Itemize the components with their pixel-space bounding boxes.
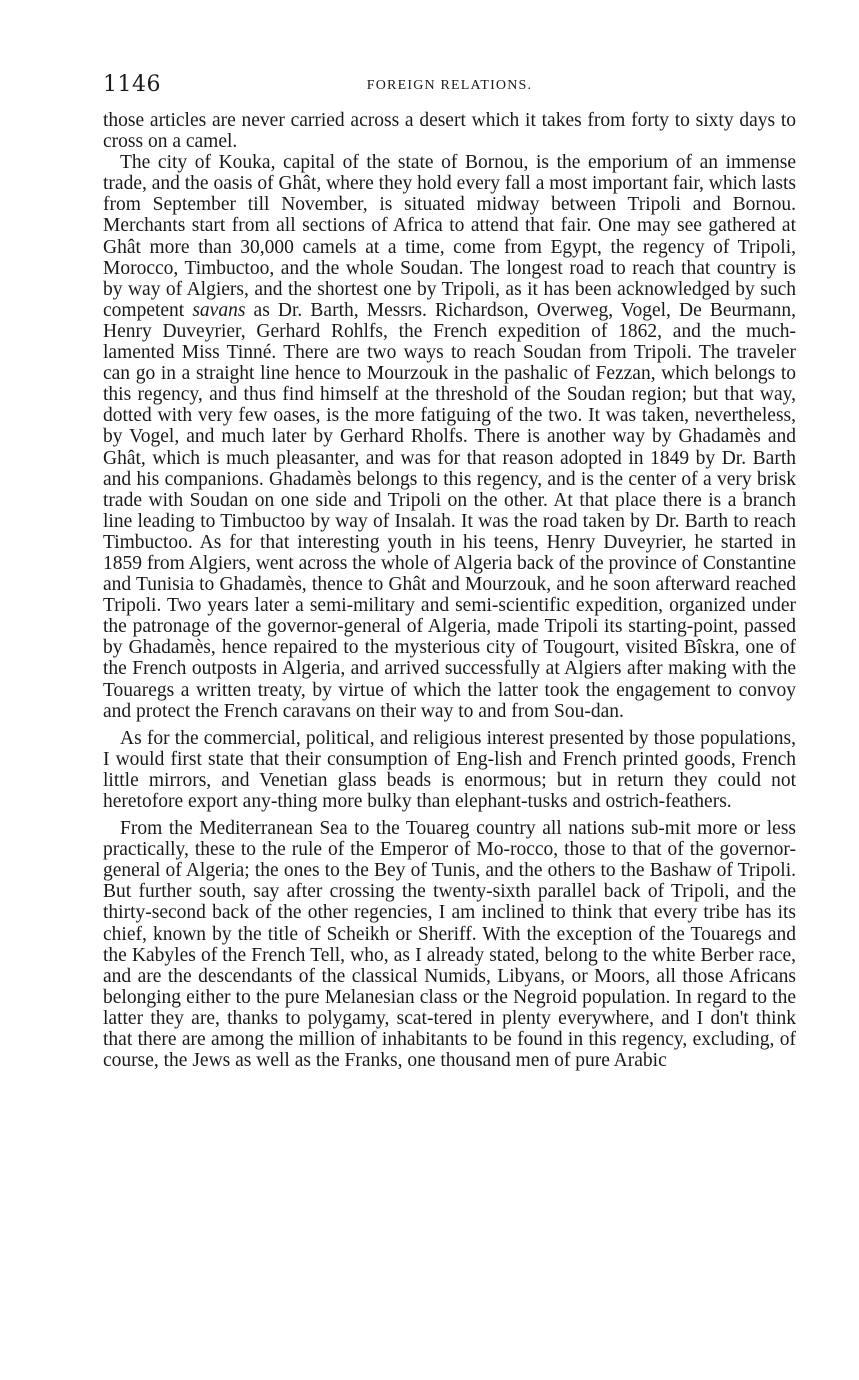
paragraph-continuation: those articles are never carried across a desert which it takes from forty to sixty days to cross on a camel. xyxy=(103,110,796,153)
paragraph-kouka xyxy=(103,152,796,722)
paragraph-commercial-interest: As for the commercial, political, and religious interest presented by those populations, I would first state that their consumption of Eng-lish and French printed goods, French little mirrors, and Venetian glass beads is enormous; but in return they could not heretofore export any-thing more bulky than elephant-tusks and ostrich-feathers. xyxy=(103,727,796,812)
running-head: FOREIGN RELATIONS. xyxy=(366,78,533,93)
paragraph-mediterranean: From the Mediterranean Sea to the Touareg country all nations sub-mit more or less practically, these to the rule of the Emperor of Mo-rocco, those to that of the governor-general of Algeria; the ones to the Bey of Tunis, and the others to the Bashaw of Tripoli. But further south, say after crossing the twenty-sixth parallel back of Tripoli, and the thirty-second back of the other regencies, I am inclined to think that every tribe has its chief, known by the title of Scheikh or Sheriff. With the exception of the Touaregs and the Kabyles of the French Tell, who, as I already stated, belong to the white Berber race, and are the descendants of the classical Numids, Libyans, or Moors, all those Africans belonging either to the pure Melanesian class or the Negroid population. In regard to the latter they are, thanks to polygamy, scat-tered in plenty everywhere, and I don't think that there are among the million of inhabitants to be found in this regency, excluding, of course, the Jews as well as the Franks, one thousand men of pure Arabic xyxy=(103,818,796,1072)
document-page xyxy=(103,72,796,1071)
paragraph-kouka-part-1: The city of Kouka, capital of the state of Bornou, is the emporium of an immense trade, and the oasis of Ghât, where they hold every fall a most important fair, which lasts from September till November, is situated midway between Tripoli and Bornou. Merchants start from all sections of Africa to attend that fair. One may see gathered at Ghât more than 30,000 camels at a time, come from Egypt, the regency of Tripoli, Morocco, Timbuctoo, and the whole Soudan. The longest road to reach that country is by way of Algiers, and the shortest one by Tripoli, as it has been acknowledged by such competent xyxy=(103,152,796,321)
page-number: 1146 xyxy=(103,72,161,97)
paragraph-kouka-italic: savans xyxy=(192,299,246,321)
paragraph-kouka-part-2: as Dr. Barth, Messrs. Richardson, Overweg, Vogel, De Beurmann, Henry Duveyrier, Gerhard Rohlfs, the French expedition of 1862, and the much-lamented Miss Tinné. There are two ways to reach Soudan from Tripoli. The traveler can go in a straight line hence to Mourzouk in the pashalic of Fezzan, which belongs to this regency, and thus find himself at the threshold of the Soudan region; but that way, dotted with very few oases, is the more fatiguing of the two. It was taken, nevertheless, by Vogel, and much later by Gerhard Rholfs. There is another way by Ghadamès and Ghât, which is much pleasanter, and was for that reason adopted in 1849 by Dr. Barth and his companions. Ghadamès belongs to this regency, and is the center of a very brisk trade with Soudan on one side and Tripoli on the other. At that place there is a branch line leading to Timbuctoo by way of Insalah. It was the road taken by Dr. Barth to reach Timbuctoo. As for that interesting youth in his teens, Henry Duveyrier, he started in 1859 from Algiers, went across the whole of Algeria back of the province of Constantine and Tunisia to Ghadamès, thence to Ghât and Mourzouk, and he soon afterward reached Tripoli. Two years later a semi-military and semi-scientific expedition, organized under the patronage of the governor-general of Algeria, made Tripoli its starting-point, passed by Ghadamès, hence repaired to the mysterious city of Tougourt, visited Bîskra, one of the French outposts in Algeria, and arrived successfully at Algiers after making with the Touaregs a written treaty, by virtue of which the latter took the engagement to convoy and protect the French caravans on their way to and from Sou-dan. xyxy=(103,299,797,722)
body-text xyxy=(103,110,796,1071)
page-header xyxy=(103,72,796,102)
